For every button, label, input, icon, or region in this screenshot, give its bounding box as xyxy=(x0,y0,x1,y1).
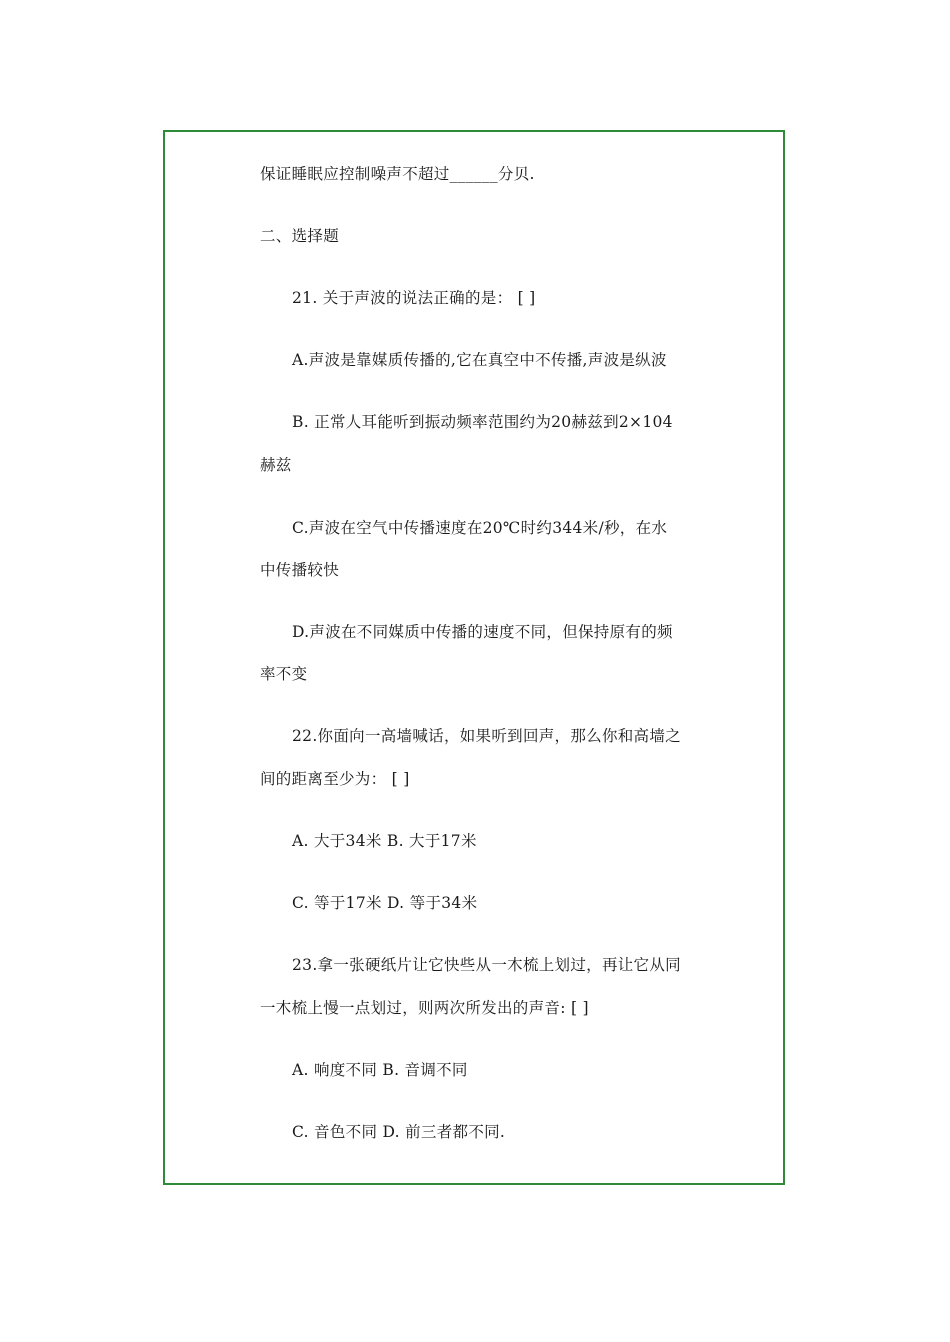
question-22-options-ab: A. 大于34米 B. 大于17米 xyxy=(292,832,477,850)
question-21-option-d-cont: 率不变 xyxy=(260,665,308,683)
question-21-option-c: C.声波在空气中传播速度在20℃时约344米/秒，在水 xyxy=(292,519,668,537)
question-21-option-c-cont: 中传播较快 xyxy=(260,561,340,579)
section-heading-choice: 二、选择题 xyxy=(260,227,340,245)
question-23-options-cd: C. 音色不同 D. 前三者都不同. xyxy=(292,1123,506,1141)
question-23-stem-cont: 一木梳上慢一点划过，则两次所发出的声音: [ ] xyxy=(260,999,589,1017)
question-21-option-b-cont: 赫兹 xyxy=(260,456,292,474)
question-22-stem: 22.你面向一高墙喊话，如果听到回声，那么你和高墙之 xyxy=(292,727,681,745)
question-22-options-cd: C. 等于17米 D. 等于34米 xyxy=(292,894,478,912)
question-21-stem: 21. 关于声波的说法正确的是： [ ] xyxy=(292,289,536,307)
question-21-option-b: B. 正常人耳能听到振动频率范围约为20赫兹到2×104 xyxy=(292,413,673,431)
text-line-noise-limit: 保证睡眠应控制噪声不超过______分贝. xyxy=(260,165,535,183)
question-23-stem: 23.拿一张硬纸片让它快些从一木梳上划过，再让它从同 xyxy=(292,956,681,974)
question-21-option-d: D.声波在不同媒质中传播的速度不同，但保持原有的频 xyxy=(292,623,673,641)
question-21-option-a: A.声波是靠媒质传播的,它在真空中不传播,声波是纵波 xyxy=(292,351,667,369)
question-23-options-ab: A. 响度不同 B. 音调不同 xyxy=(292,1061,468,1079)
question-22-stem-cont: 间的距离至少为： [ ] xyxy=(260,770,410,788)
